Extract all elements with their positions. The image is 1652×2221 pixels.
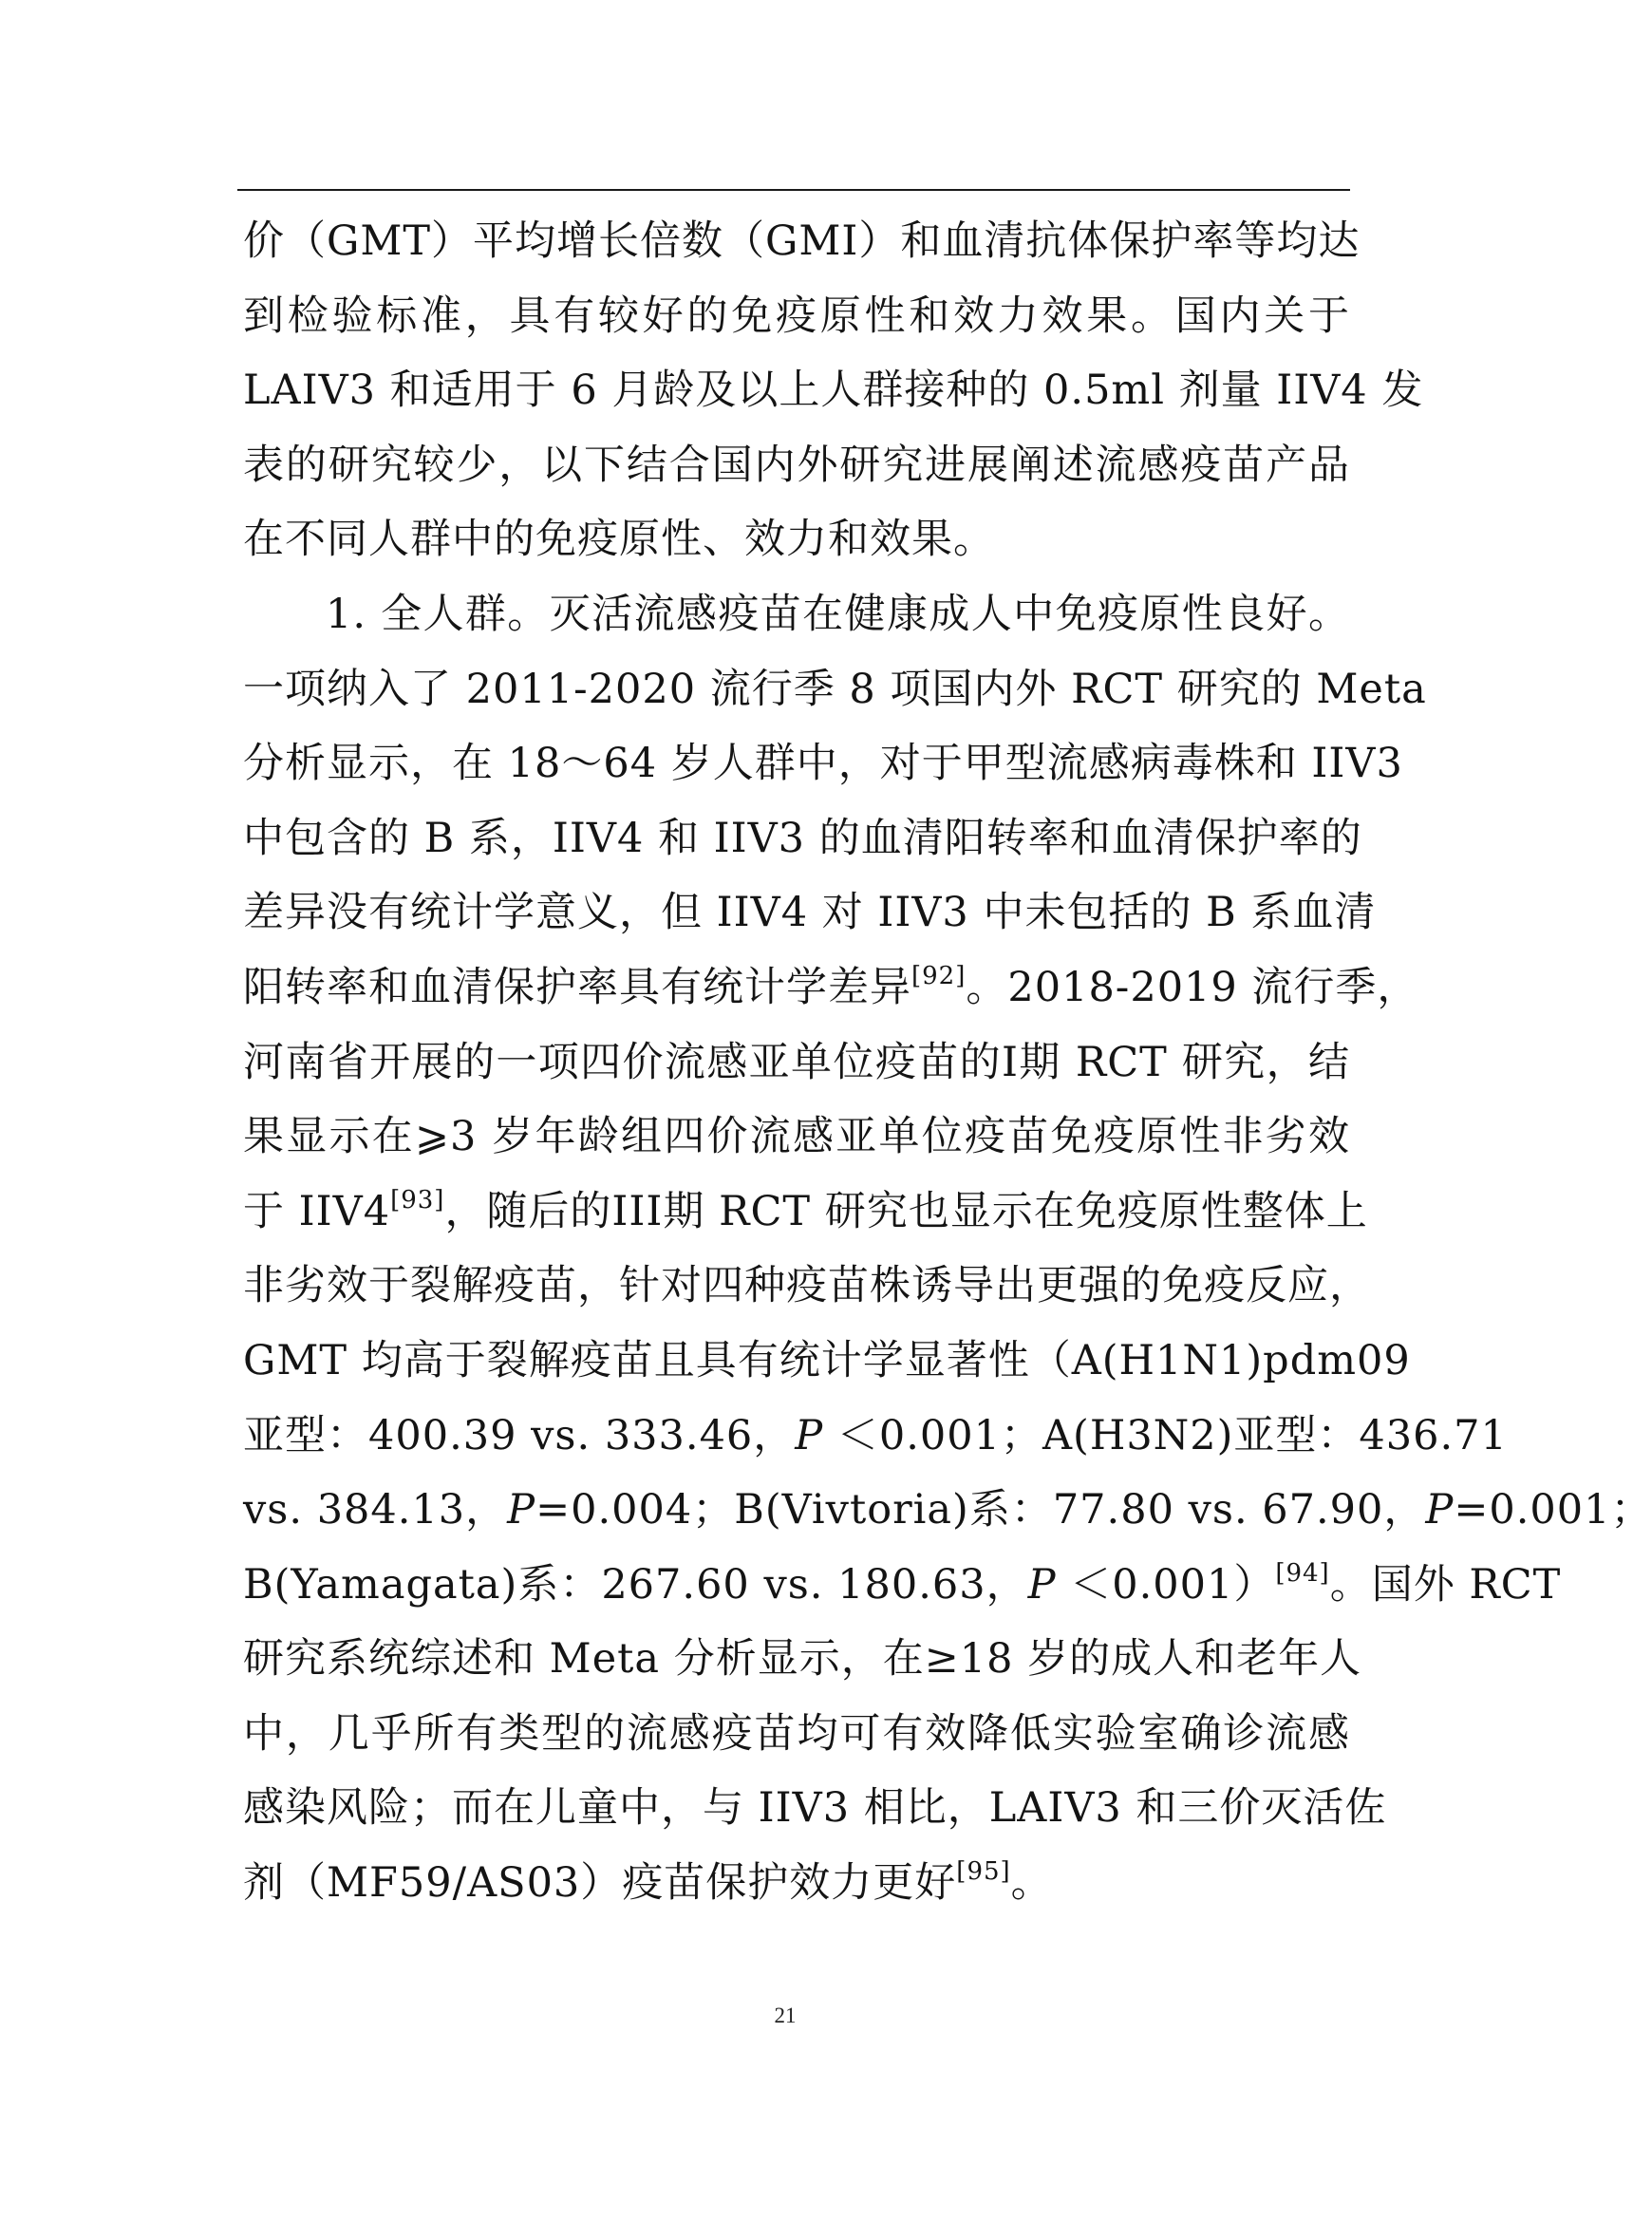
text-line xyxy=(243,1324,1411,1399)
text-segment: 非劣效于裂解疫苗，针对四种疫苗株诱导出更强的免疫反应， xyxy=(243,1262,1371,1310)
text-line xyxy=(243,875,1377,951)
text-segment: 一项纳入了 2011-2020 流行季 8 项国内外 RCT 研究的 Meta xyxy=(243,665,1427,713)
text-segment: 中包含的 B 系，IIV4 和 IIV3 的血清阳转率和血清保护率的 xyxy=(243,814,1362,862)
text-segment: ＜0.001；A(H3N2)亚型：436.71 xyxy=(823,1411,1508,1459)
text-segment: 中，几乎所有类型的流感疫苗均可有效降低实验室确诊流感 xyxy=(243,1709,1350,1758)
text-segment: 在不同人群中的免疫原性、效力和效果。 xyxy=(243,516,995,564)
text-segment: 亚型：400.39 vs. 333.46， xyxy=(243,1411,796,1459)
text-line xyxy=(243,1399,1508,1474)
p-value-symbol: P xyxy=(507,1486,536,1534)
text-line xyxy=(243,353,1424,428)
text-segment: LAIV3 和适用于 6 月龄及以上人群接种的 0.5ml 剂量 IIV4 发 xyxy=(243,367,1424,415)
text-segment: 研究系统综述和 Meta 分析显示，在≥18 岁的成人和老年人 xyxy=(243,1635,1362,1684)
text-line xyxy=(243,1249,1371,1324)
citation-ref: [92] xyxy=(911,961,967,990)
text-line xyxy=(243,1175,1368,1250)
citation-ref: [94] xyxy=(1275,1558,1330,1588)
text-segment: 价（GMT）平均增长倍数（GMI）和血清抗体保护率等均达 xyxy=(243,217,1361,265)
p-value-symbol: P xyxy=(795,1411,824,1459)
citation-ref: [93] xyxy=(390,1185,445,1214)
text-line xyxy=(243,279,1350,354)
text-segment: 于 IIV4 xyxy=(243,1187,391,1235)
header-rule xyxy=(237,189,1350,191)
text-line xyxy=(243,1622,1362,1697)
text-line xyxy=(243,204,1361,279)
text-segment: 果显示在⩾3 岁年龄组四价流感亚单位疫苗免疫原性非劣效 xyxy=(243,1113,1350,1161)
text-segment: 分析显示，在 18～64 岁人群中，对于甲型流感病毒株和 IIV3 xyxy=(243,740,1403,788)
text-segment: 感染风险；而在儿童中，与 IIV3 相比，LAIV3 和三价灭活佐 xyxy=(243,1784,1387,1833)
text-segment: 到检验标准，具有较好的免疫原性和效力效果。国内关于 xyxy=(243,292,1350,340)
text-line xyxy=(243,1548,1562,1623)
text-line xyxy=(243,652,1427,727)
text-line xyxy=(243,951,1419,1026)
text-line xyxy=(243,1846,1350,1921)
text-segment: 表的研究较少，以下结合国内外研究进展阐述流感疫苗产品 xyxy=(243,441,1350,489)
text-line xyxy=(243,1473,1652,1548)
text-line xyxy=(243,1100,1350,1175)
page-number: 21 xyxy=(774,2004,797,2027)
text-segment: ＜0.001） xyxy=(1056,1560,1276,1609)
text-segment: vs. 384.13， xyxy=(243,1486,508,1534)
text-segment: GMT 均高于裂解疫苗且具有统计学显著性（A(H1N1)pdm09 xyxy=(243,1336,1411,1384)
text-segment: 。国外 RCT xyxy=(1329,1560,1562,1609)
text-line xyxy=(243,577,1350,652)
text-segment: 河南省开展的一项四价流感亚单位疫苗的I期 RCT 研究，结 xyxy=(243,1038,1350,1086)
p-value-symbol: P xyxy=(1425,1486,1455,1534)
text-segment: =0.001； xyxy=(1454,1486,1652,1534)
text-segment: 阳转率和血清保护率具有统计学差异 xyxy=(243,963,911,1011)
text-segment: 。2018-2019 流行季， xyxy=(966,963,1419,1011)
text-segment: =0.004；B(Vivtoria)系：77.80 vs. 67.90， xyxy=(535,1486,1426,1534)
text-segment: ，随后的III期 RCT 研究也显示在免疫原性整体上 xyxy=(444,1187,1368,1235)
text-line xyxy=(243,1697,1350,1772)
text-line xyxy=(243,502,1350,577)
p-value-symbol: P xyxy=(1027,1560,1057,1609)
text-segment: 1. 全人群。灭活流感疫苗在健康成人中免疫原性良好。 xyxy=(326,590,1350,638)
text-segment: B(Yamagata)系：267.60 vs. 180.63， xyxy=(243,1560,1028,1609)
text-line xyxy=(243,801,1362,876)
text-line xyxy=(243,428,1350,503)
text-segment: 差异没有统计学意义，但 IIV4 对 IIV3 中未包括的 B 系血清 xyxy=(243,889,1377,937)
text-line xyxy=(243,1026,1350,1101)
body-text xyxy=(243,204,1652,1921)
text-segment: 剂（MF59/AS03）疫苗保护效力更好 xyxy=(243,1859,957,1908)
citation-ref: [95] xyxy=(956,1857,1011,1887)
text-segment: 。 xyxy=(1010,1859,1053,1908)
text-line xyxy=(243,726,1403,801)
text-line xyxy=(243,1771,1387,1846)
